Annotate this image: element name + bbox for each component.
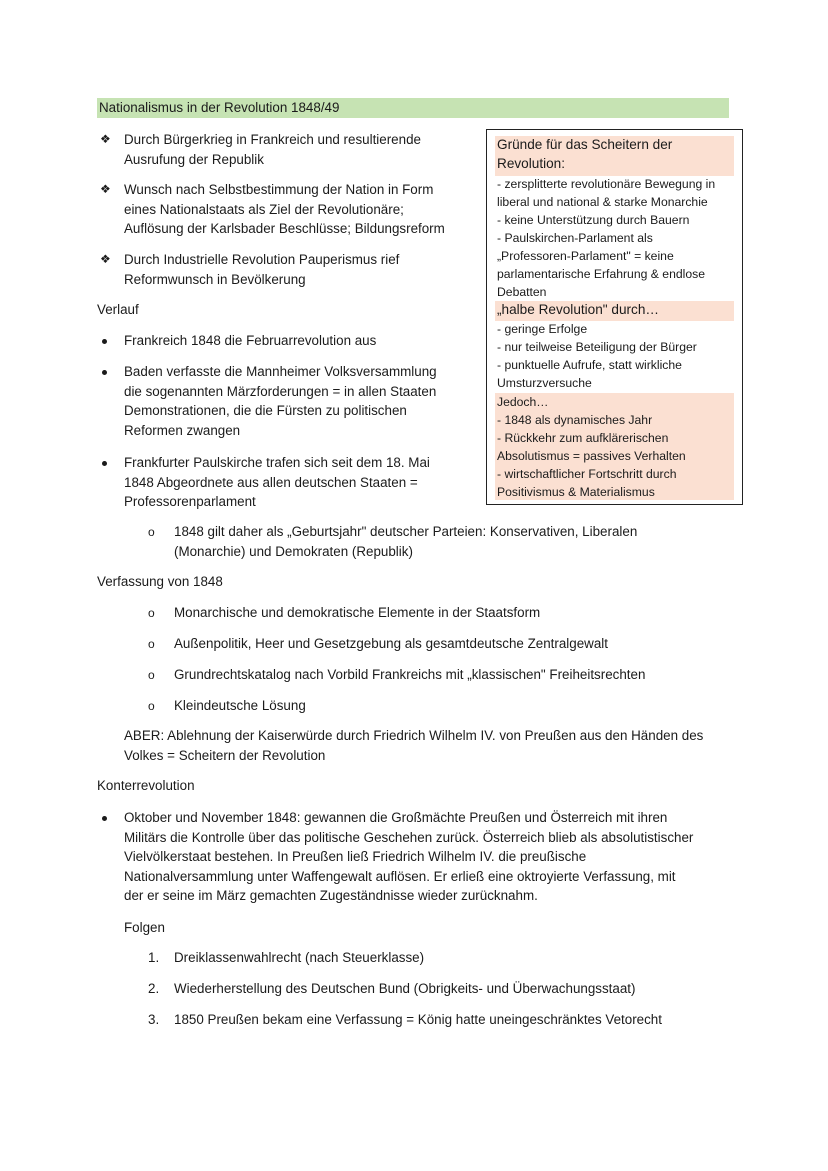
folgen-number: 3. xyxy=(148,1012,160,1027)
aber-paragraph: ABER: Ablehnung der Kaiserwürde durch Friedrich Wilhelm IV. von Preußen aus den Händen des Volkes = Scheitern der Revolution xyxy=(124,728,704,763)
verfassung-item: Außenpolitik, Heer und Gesetzgebung als gesamtdeutsche Zentralgewalt xyxy=(174,636,608,651)
cause-item-1: Durch Bürgerkrieg in Frankreich und resultierende Ausrufung der Republik xyxy=(124,132,421,167)
half-revolution-title: „halbe Revolution" durch… xyxy=(497,302,659,317)
verlauf-item-2: Baden verfasste die Mannheimer Volksversammlung die sogenannten Märzforderungen = in allen Staaten Demonstrationen, die die Fürsten zu politischen Reformen zwangen xyxy=(124,364,437,438)
box-line: parlamentarische Erfahrung & endlose xyxy=(497,267,705,281)
box-line: liberal und national & starke Monarchie xyxy=(497,195,708,209)
box-line: - 1848 als dynamisches Jahr xyxy=(497,413,653,427)
section-heading-konterrevolution: Konterrevolution xyxy=(97,778,195,793)
circle-bullet-icon: o xyxy=(148,699,155,713)
box-line: - wirtschaftlicher Fortschritt durch xyxy=(497,467,677,481)
box-line: - keine Unterstützung durch Bauern xyxy=(497,213,690,227)
box-line: Positivismus & Materialismus xyxy=(497,485,655,499)
verfassung-item: Grundrechtskatalog nach Vorbild Frankreichs mit „klassischen" Freiheitsrechten xyxy=(174,667,646,682)
box-line: Umsturzversuche xyxy=(497,376,592,390)
section-heading-verlauf: Verlauf xyxy=(97,302,139,317)
verlauf-subitem: 1848 gilt daher als „Geburtsjahr" deutscher Parteien: Konservativen, Liberalen (Monarchie) und Demokraten (Republik) xyxy=(174,524,638,559)
folgen-number: 1. xyxy=(148,950,160,965)
box-title: Revolution: xyxy=(497,156,566,171)
box-line: - zersplitterte revolutionäre Bewegung in xyxy=(497,177,716,191)
box-line: „Professoren-Parlament" = keine xyxy=(497,249,674,263)
verfassung-item: Monarchische und demokratische Elemente in der Staatsform xyxy=(174,605,541,620)
circle-bullet-icon: o xyxy=(148,668,155,682)
bullet-dot-icon xyxy=(102,370,107,375)
verlauf-item-3: Frankfurter Paulskirche trafen sich seit dem 18. Mai 1848 Abgeordnete aus allen deutschen Staaten = Professorenparlament xyxy=(124,455,430,509)
circle-bullet-icon: o xyxy=(148,606,155,620)
diamond-bullet-icon: ❖ xyxy=(100,182,111,196)
section-heading-verfassung: Verfassung von 1848 xyxy=(97,574,223,589)
box-line: - punktuelle Aufrufe, statt wirkliche xyxy=(497,358,682,372)
cause-item-2: Wunsch nach Selbstbestimmung der Nation in Form eines Nationalstaats als Ziel der Revolutionäre; Auflösung der Karlsbader Beschlüsse; Bildungsreform xyxy=(124,182,445,236)
circle-bullet-icon: o xyxy=(148,525,155,539)
folgen-heading: Folgen xyxy=(124,920,165,935)
bullet-dot-icon xyxy=(102,339,107,344)
diamond-bullet-icon: ❖ xyxy=(100,252,111,266)
folgen-item: Wiederherstellung des Deutschen Bund (Obrigkeits- und Überwachungsstaat) xyxy=(174,981,636,996)
konter-paragraph: Oktober und November 1848: gewannen die Großmächte Preußen und Österreich mit ihren Militärs die Kontrolle über das politische Geschehen zurück. Österreich blieb als absolutistischer Vielvölkerstaat bestehen. In Preußen ließ Friedrich Wilhelm IV. die preußische Nationalversammlung unter Waffengewalt auflösen. Er erließ eine oktroyierte Verfassung, mit der er seine im März gemachten Zugeständnisse wieder zurücknahm. xyxy=(124,810,694,903)
folgen-item: Dreiklassenwahlrecht (nach Steuerklasse) xyxy=(174,950,425,965)
box-line: - nur teilweise Beteiligung der Bürger xyxy=(497,340,697,354)
verlauf-item-1: Frankreich 1848 die Februarrevolution aus xyxy=(124,333,377,348)
verfassung-item: Kleindeutsche Lösung xyxy=(174,698,306,713)
cause-item-3: Durch Industrielle Revolution Pauperismus rief Reformwunsch in Bevölkerung xyxy=(124,252,400,287)
folgen-number: 2. xyxy=(148,981,160,996)
bullet-dot-icon xyxy=(102,816,107,821)
page-title: Nationalismus in der Revolution 1848/49 xyxy=(97,98,729,118)
box-line: - Rückkehr zum aufklärerischen xyxy=(497,431,669,445)
box-line: - Paulskirchen-Parlament als xyxy=(497,231,653,245)
box-line: Debatten xyxy=(497,285,547,299)
folgen-item: 1850 Preußen bekam eine Verfassung = König hatte uneingeschränktes Vetorecht xyxy=(174,1012,662,1027)
bullet-dot-icon xyxy=(102,461,107,466)
box-line: Jedoch… xyxy=(497,395,549,409)
reasons-box xyxy=(486,129,743,505)
box-title: Gründe für das Scheitern der xyxy=(497,137,673,152)
diamond-bullet-icon: ❖ xyxy=(100,132,111,146)
box-line: Absolutismus = passives Verhalten xyxy=(497,449,686,463)
box-line: - geringe Erfolge xyxy=(497,322,588,336)
circle-bullet-icon: o xyxy=(148,637,155,651)
